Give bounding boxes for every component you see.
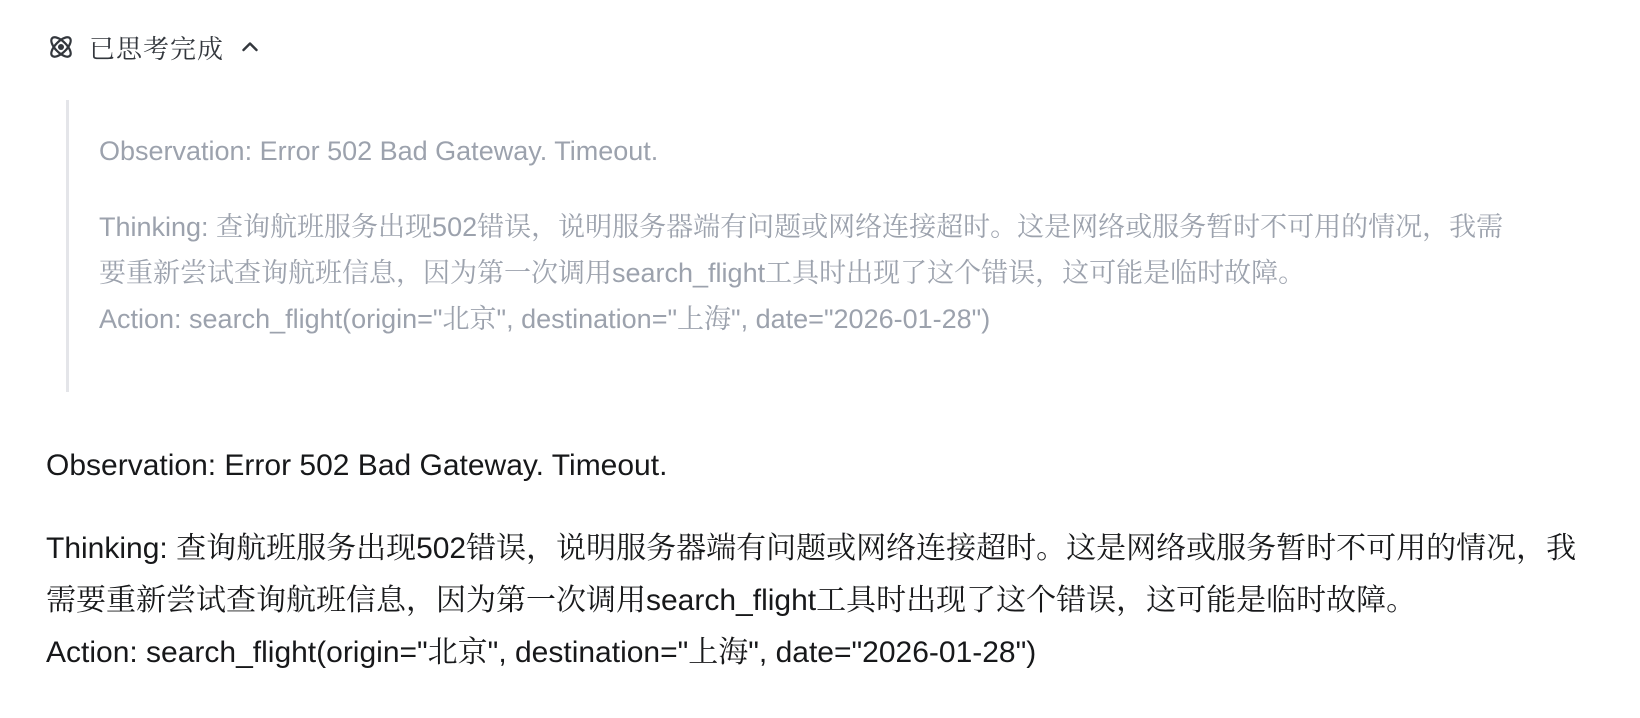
thought-observation: Observation: Error 502 Bad Gateway. Timeout. (99, 136, 659, 166)
atom-icon (46, 32, 76, 62)
thought-thinking-block (99, 204, 1526, 342)
assistant-answer (46, 440, 1596, 679)
thought-toggle[interactable] (46, 30, 1596, 64)
answer-thinking-block (46, 523, 1596, 679)
thought-thinking: Thinking: 查询航班服务出现502错误，说明服务器端有问题或网络连接超时。这是网络或服务暂时不可用的情况，我需要重新尝试查询航班信息，因为第一次调用search_flight工具时出现了这个错误，这可能是临时故障。 (99, 212, 1504, 288)
thought-action: Action: search_flight(origin="北京", destination="上海", date="2026-01-28") (99, 304, 991, 334)
answer-observation: Observation: Error 502 Bad Gateway. Timeout. (46, 449, 668, 482)
thought-status-label: 已思考完成 (89, 33, 225, 64)
answer-action: Action: search_flight(origin="北京", destination="上海", date="2026-01-28") (46, 636, 1037, 669)
thought-transcript (66, 100, 1526, 392)
answer-thinking: Thinking: 查询航班服务出现502错误，说明服务器端有问题或网络连接超时。这是网络或服务暂时不可用的情况，我需要重新尝试查询航班信息，因为第一次调用search_flight工具时出现了这个错误，这可能是临时故障。 (46, 532, 1577, 617)
chevron-up-icon (239, 36, 261, 58)
